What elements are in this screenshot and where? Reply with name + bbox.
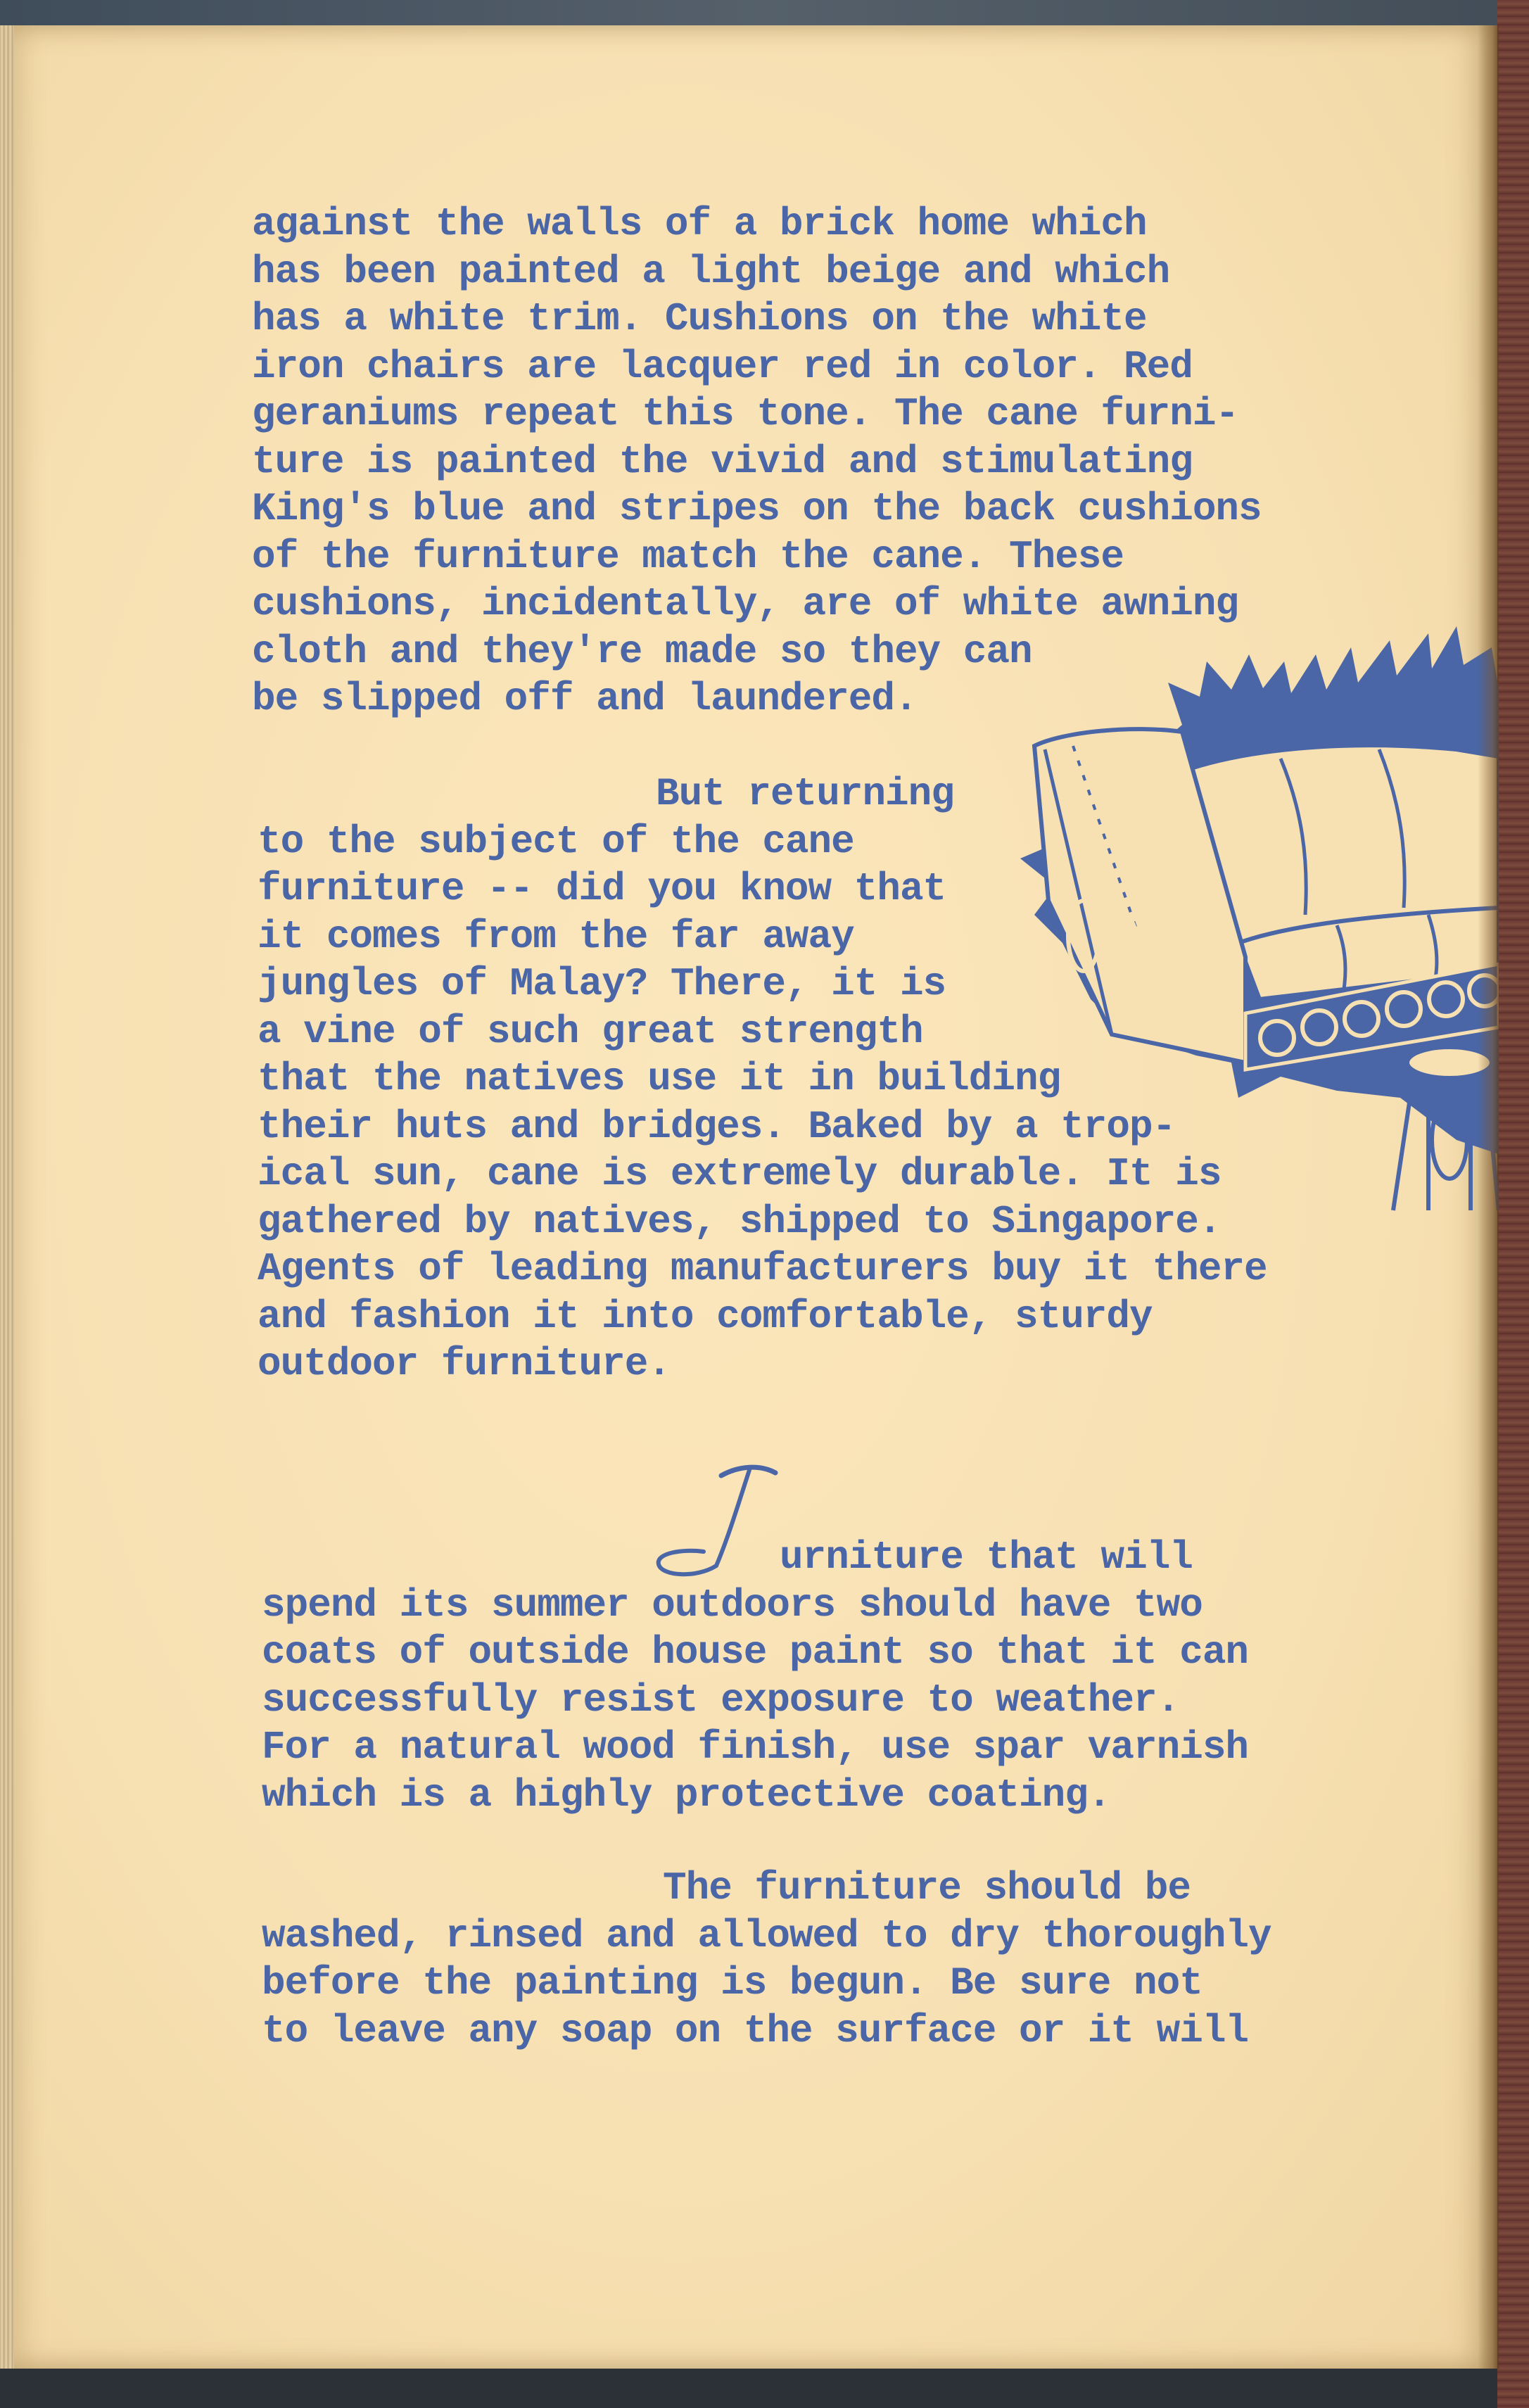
text-line: that the natives use it in building (258, 1056, 1061, 1101)
text-line: coats of outside house paint so that it can (262, 1630, 1249, 1675)
text-line-indented: But returning (656, 771, 954, 816)
text-line: their huts and bridges. Baked by a trop- (258, 1103, 1176, 1149)
text-line: before the painting is begun. Be sure not (262, 1960, 1203, 2005)
text-line: cloth and they're made so they can (252, 628, 1032, 674)
text-line-indented: The furniture should be (663, 1865, 1191, 1910)
text-line: against the walls of a brick home which (252, 201, 1147, 246)
page-edges (0, 25, 14, 2369)
text-line: to leave any soap on the surface or it will (262, 2008, 1249, 2053)
text-line: has a white trim. Cushions on the white (252, 296, 1147, 341)
text-line: and fashion it into comfortable, sturdy (258, 1293, 1153, 1339)
text-line: Agents of leading manufacturers buy it there (258, 1246, 1267, 1291)
text-line: washed, rinsed and allowed to dry thoroughly (262, 1913, 1271, 1958)
text-line: ture is painted the vivid and stimulating (252, 438, 1193, 484)
text-line: to the subject of the cane (258, 818, 854, 864)
text-line: be slipped off and laundered. (252, 676, 918, 721)
text-line: gathered by natives, shipped to Singapore. (258, 1198, 1222, 1244)
paragraph-4 (262, 1865, 1271, 2055)
text-line: geraniums repeat this tone. The cane furni- (252, 391, 1239, 436)
text-line: spend its summer outdoors should have two (262, 1582, 1203, 1628)
text-line: it comes from the far away (258, 913, 854, 959)
book-cover-top (0, 0, 1529, 28)
text-line: successfully resist exposure to weather. (262, 1677, 1180, 1723)
text-line: iron chairs are lacquer red in color. Red (252, 343, 1193, 389)
text-line: outdoor furniture. (258, 1341, 671, 1386)
text-line: furniture -- did you know that (258, 866, 946, 911)
paragraph-3 (262, 1534, 1248, 1819)
text-line: For a natural wood finish, use spar varnish (262, 1725, 1249, 1770)
text-line: a vine of such great strength (258, 1008, 923, 1054)
book-cover-right (1497, 0, 1529, 2408)
page-gutter-shadow (1478, 25, 1499, 2369)
text-line: of the furniture match the cane. These (252, 533, 1124, 579)
text-line: jungles of Malay? There, it is (258, 961, 946, 1006)
text-line: King's blue and stripes on the back cushions (252, 486, 1262, 531)
text-line: has been painted a light beige and which (252, 248, 1170, 294)
cane-sofa-illustration (1006, 605, 1499, 1224)
text-line: which is a highly protective coating. (262, 1772, 1111, 1818)
text-line-after-dropcap: urniture that will (780, 1535, 1193, 1580)
text-line: cushions, incidentally, are of white awning (252, 581, 1239, 626)
text-line: ical sun, cane is extremely durable. It is (258, 1151, 1222, 1196)
